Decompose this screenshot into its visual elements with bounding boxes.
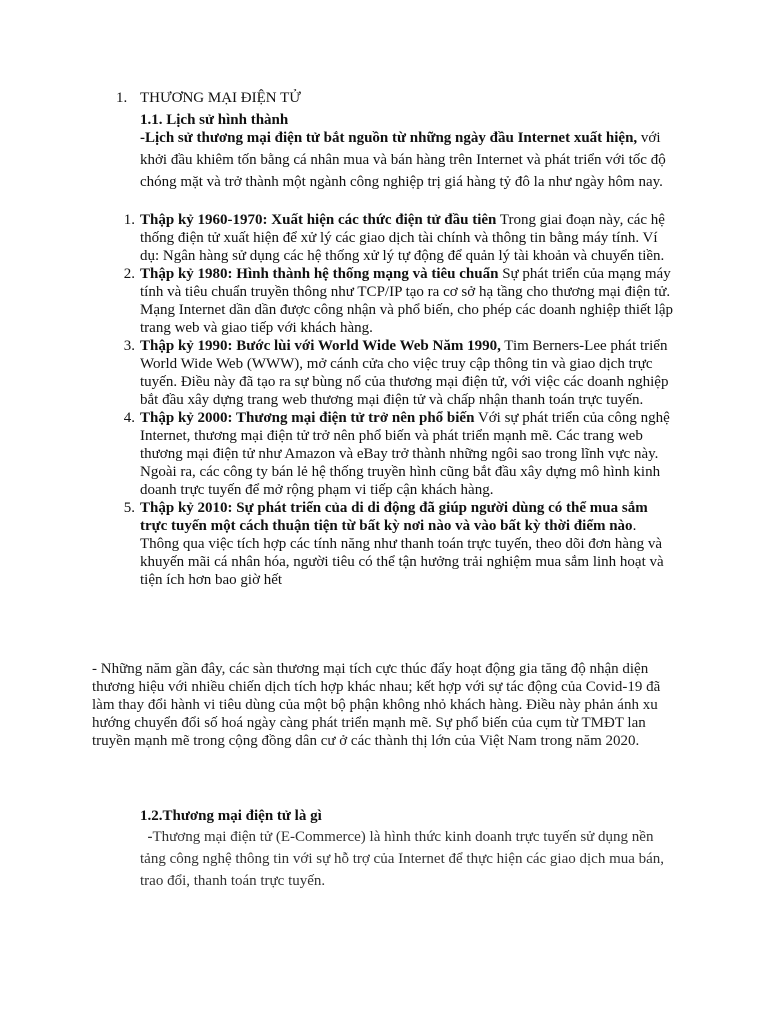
list-item-lead: Thập kỷ 2000: Thương mại điện tử trở nên phổ biến: [140, 410, 475, 426]
definition-body: Thương mại điện tử (E-Commerce) là hình thức kinh doanh trực tuyến sử dụng nền tảng công nghệ thông tin với sự hỗ trợ của Internet để thực hiện các giao dịch mua bán, trao đổi, thanh toán trực tuyến.: [140, 829, 665, 889]
list-item-number: 5.: [123, 500, 135, 516]
section-heading-history: 1.1. Lịch sử hình thành: [140, 112, 289, 128]
list-item-body: Trong giai đoạn này, các hệ thống điện tử xuất hiện để xử lý các giao dịch tài chính và thông tin bằng máy tính. Ví dụ: Ngân hàng sử dụng các hệ thống xử lý tự động để quản lý tài khoản và chuyển tiền.: [140, 212, 665, 264]
chapter-heading: [116, 88, 301, 108]
list-item-lead: Thập kỷ 1980: Hình thành hệ thống mạng và tiêu chuẩn: [140, 266, 499, 282]
chapter-number: 1.: [116, 90, 128, 106]
definition-paragraph: [140, 826, 670, 892]
definition-dash: -: [147, 829, 153, 845]
list-item-lead: Thập kỷ 1990: Bước lùi với World Wide Web Năm 1990,: [140, 338, 501, 354]
list-item-number: 3.: [123, 338, 135, 354]
chapter-title: THƯƠNG MẠI ĐIỆN TỬ: [140, 90, 301, 106]
list-item-number: 1.: [123, 212, 135, 228]
list-item: [123, 409, 675, 499]
list-item-number: 2.: [123, 266, 135, 282]
list-item: [123, 337, 675, 409]
list-item-body: Tim Berners-Lee phát triển World Wide Web (WWW), mở cánh cửa cho việc truy cập thông tin và giao dịch trực tuyến. Điều này đã tạo ra sự bùng nổ của thương mại điện tử, với việc các doanh nghiệp bắt đầu xây dựng trang web thương mại điện tử và chấp nhận thanh toán trực tuyến.: [140, 338, 669, 408]
intro-body: với khởi đầu khiêm tốn bằng cá nhân mua và bán hàng trên Internet và phát triển với tốc độ chóng mặt và trở thành một ngành công nghiệp trị giá hàng tỷ đô la như ngày hôm nay.: [140, 130, 666, 190]
list-item-number: 4.: [123, 410, 135, 426]
decade-list: [123, 211, 675, 589]
list-item-lead: Thập kỷ 2010: Sự phát triển của di di động đã giúp người dùng có thể mua sắm trực tuyến một cách thuận tiện từ bất kỳ nơi nào và vào bất kỳ thời điểm nào: [140, 500, 648, 534]
list-item-lead: Thập kỷ 1960-1970: Xuất hiện các thức điện tử đầu tiên: [140, 212, 497, 228]
list-item-body: Với sự phát triển của công nghệ Internet, thương mại điện tử trở nên phổ biến và phát triển mạnh mẽ. Các trang web thương mại điện tử như Amazon và eBay trở thành những ngôi sao trong lĩnh vực này. Ngoài ra, các công ty bán lẻ hệ thống truyền hình cũng bắt đầu xây dựng mô hình kinh doanh trực tuyến để mở rộng phạm vi tiếp cận khách hàng.: [140, 410, 670, 498]
list-item-body: . Thông qua việc tích hợp các tính năng như thanh toán trực tuyến, theo dõi đơn hàng và khuyến mãi cá nhân hóa, người tiêu có thể tận hưởng trải nghiệm mua sắm linh hoạt và tiện ích hơn bao giờ hết: [140, 518, 664, 588]
list-item: [123, 211, 675, 265]
list-item: [123, 499, 675, 589]
list-item: [123, 265, 675, 337]
list-item-body: Sự phát triển của mạng máy tính và tiêu chuẩn truyền thông như TCP/IP tạo ra cơ sở hạ tầng cho thương mại điện tử. Mạng Internet dần dần được công nhận và phổ biến, cho phép các doanh nghiệp thiết lập trang web và giao tiếp với khách hàng.: [140, 266, 673, 336]
history-intro-paragraph: [140, 127, 680, 193]
section-heading-definition: 1.2.Thương mại điện tử là gì: [140, 808, 322, 824]
summary-paragraph: - Những năm gần đây, các sàn thương mại tích cực thúc đẩy hoạt động gia tăng độ nhận diện thương hiệu với nhiều chiến dịch tích hợp khác nhau; kết hợp với sự tác động của Covid-19 đã làm thay đổi hành vi tiêu dùng của một bộ phận không nhỏ khách hàng. Điều này phản ánh xu hướng chuyển đổi số hoá ngày càng phát triển mạnh mẽ. Sự phổ biến của cụm từ TMĐT lan truyền mạnh mẽ trong cộng đồng dân cư ở các thành thị lớn của Việt Nam trong năm 2020.: [92, 661, 661, 749]
intro-lead: -Lịch sử thương mại điện tử bắt nguồn từ những ngày đầu Internet xuất hiện,: [140, 130, 638, 146]
